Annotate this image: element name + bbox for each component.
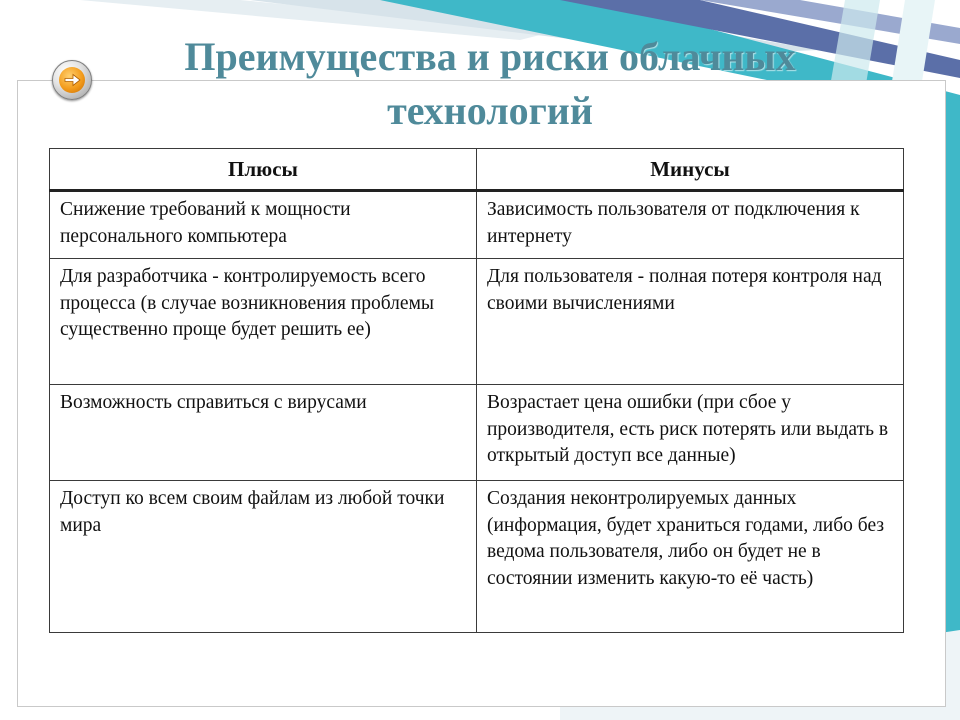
cons-cell: Зависимость пользователя от подключения к интернету bbox=[477, 191, 904, 259]
table-row bbox=[50, 385, 904, 481]
cons-cell: Для пользователя - полная потеря контроля над своими вычислениями bbox=[477, 259, 904, 385]
cons-cell: Создания неконтролируемых данных (информация, будет храниться годами, либо без ведома пользователя, либо он будет не в состоянии изменить какую-то её часть) bbox=[477, 481, 904, 633]
table-header-row bbox=[50, 149, 904, 191]
cons-cell: Возрастает цена ошибки (при сбое у производителя, есть риск потерять или выдать в открытый доступ все данные) bbox=[477, 385, 904, 481]
pros-cell: Снижение требований к мощности персонального компьютера bbox=[50, 191, 477, 259]
pros-cell: Доступ ко всем своим файлам из любой точки мира bbox=[50, 481, 477, 633]
header-pros: Плюсы bbox=[50, 149, 477, 191]
table-row bbox=[50, 191, 904, 259]
pros-cell: Для разработчика - контролируемость всего процесса (в случае возникновения проблемы существенно проще будет решить ее) bbox=[50, 259, 477, 385]
next-slide-button[interactable] bbox=[52, 60, 92, 100]
table-row bbox=[50, 481, 904, 633]
header-cons: Минусы bbox=[477, 149, 904, 191]
pros-cons-table bbox=[49, 148, 904, 633]
arrow-right-icon bbox=[57, 65, 87, 95]
table-row bbox=[50, 259, 904, 385]
pros-cell: Возможность справиться с вирусами bbox=[50, 385, 477, 481]
page-title bbox=[90, 30, 890, 138]
title-line-1: Преимущества и риски облачных bbox=[184, 34, 796, 79]
title-line-2: технологий bbox=[387, 88, 593, 133]
